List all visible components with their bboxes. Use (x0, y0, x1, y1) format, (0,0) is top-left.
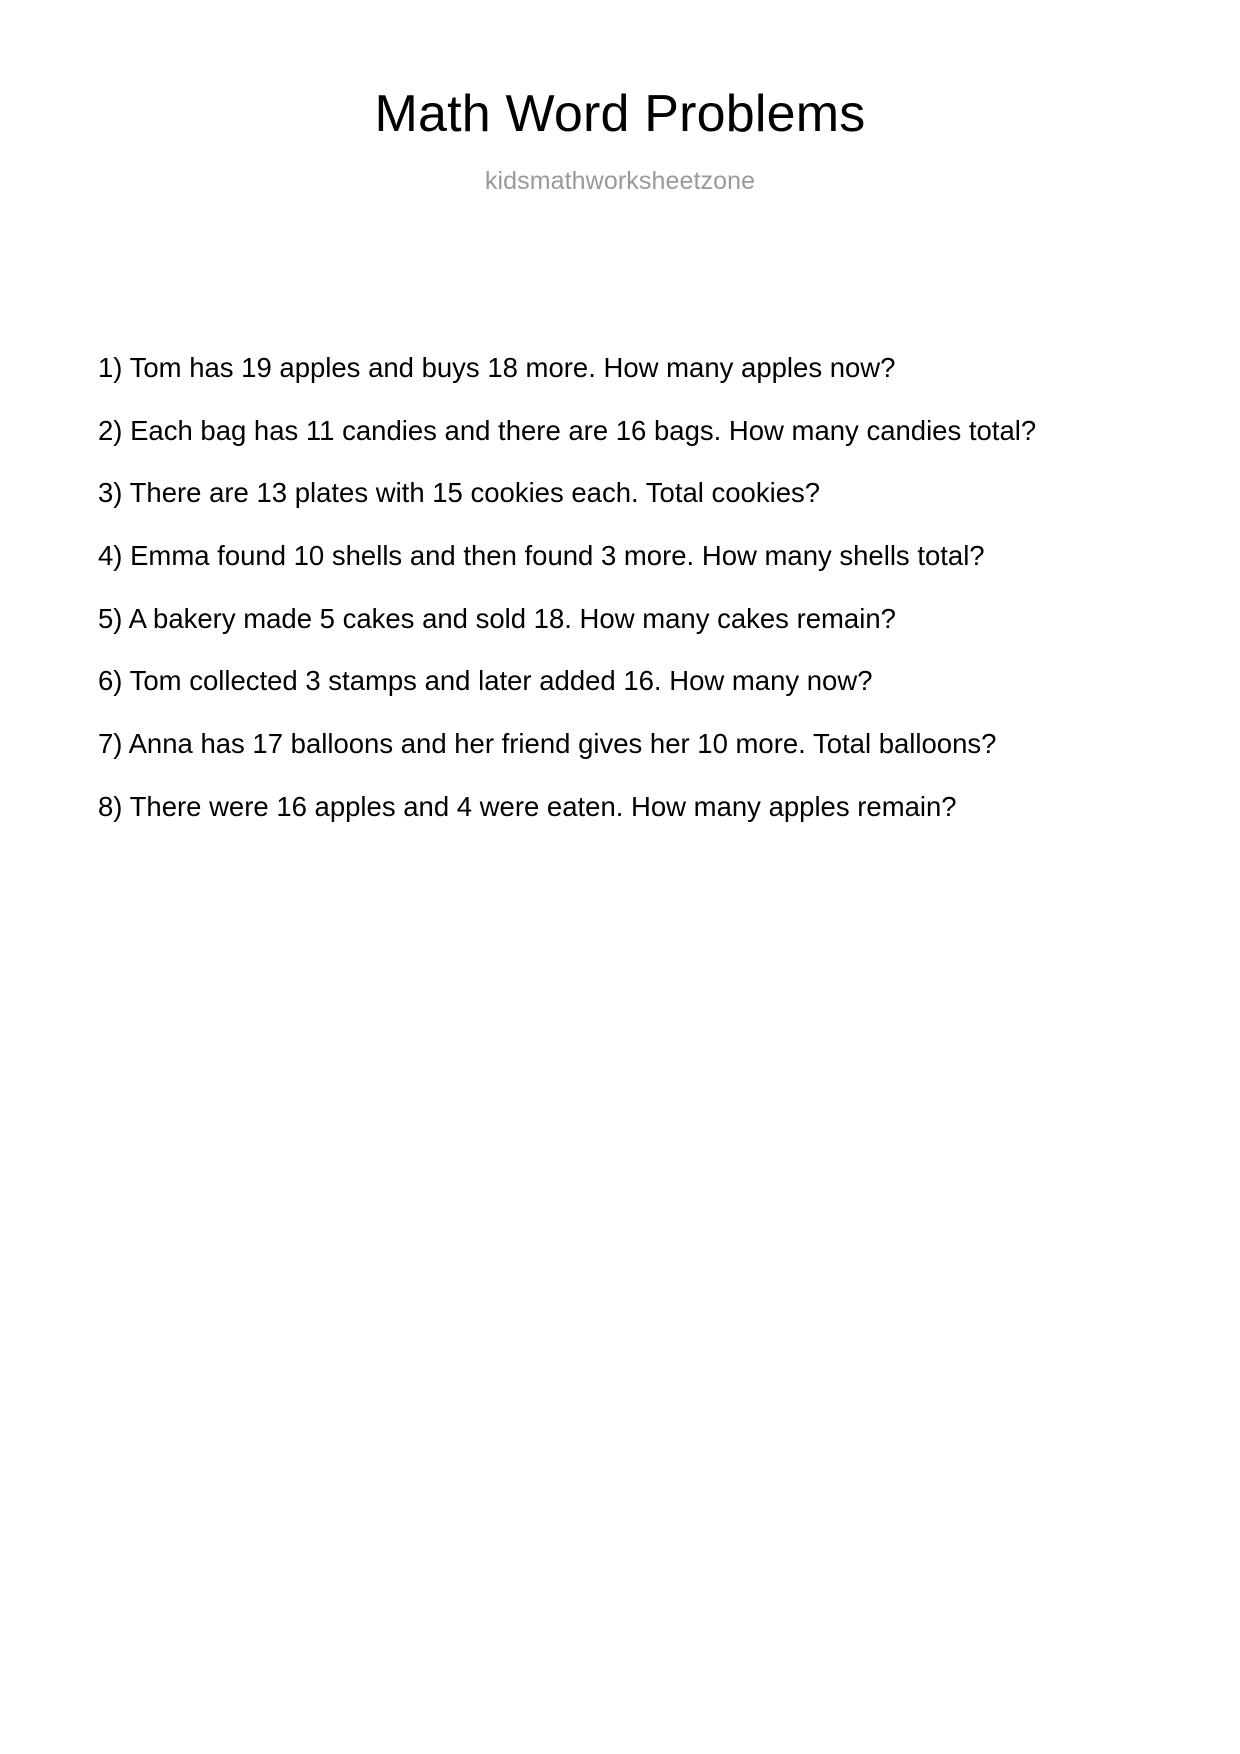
list-item: 3) There are 13 plates with 15 cookies each. Total cookies? (98, 477, 821, 509)
list-item: 8) There were 16 apples and 4 were eaten. How many apples remain? (98, 790, 957, 822)
page-subtitle: kidsmathworksheetzone (484, 167, 756, 196)
list-item: 6) Tom collected 3 stamps and later added 16. How many now? (98, 665, 873, 697)
page-title: Math Word Problems (374, 85, 866, 143)
list-item: 5) A bakery made 5 cakes and sold 18. How many cakes remain? (98, 602, 896, 634)
list-item: 4) Emma found 10 shells and then found 3 more. How many shells total? (98, 540, 985, 572)
list-item: 2) Each bag has 11 candies and there are 16 bags. How many candies total? (98, 414, 1037, 446)
list-item: 7) Anna has 17 balloons and her friend gives her 10 more. Total balloons? (98, 728, 997, 760)
problem-list (98, 348, 1142, 828)
list-item: 1) Tom has 19 apples and buys 18 more. How many apples now? (98, 352, 896, 383)
